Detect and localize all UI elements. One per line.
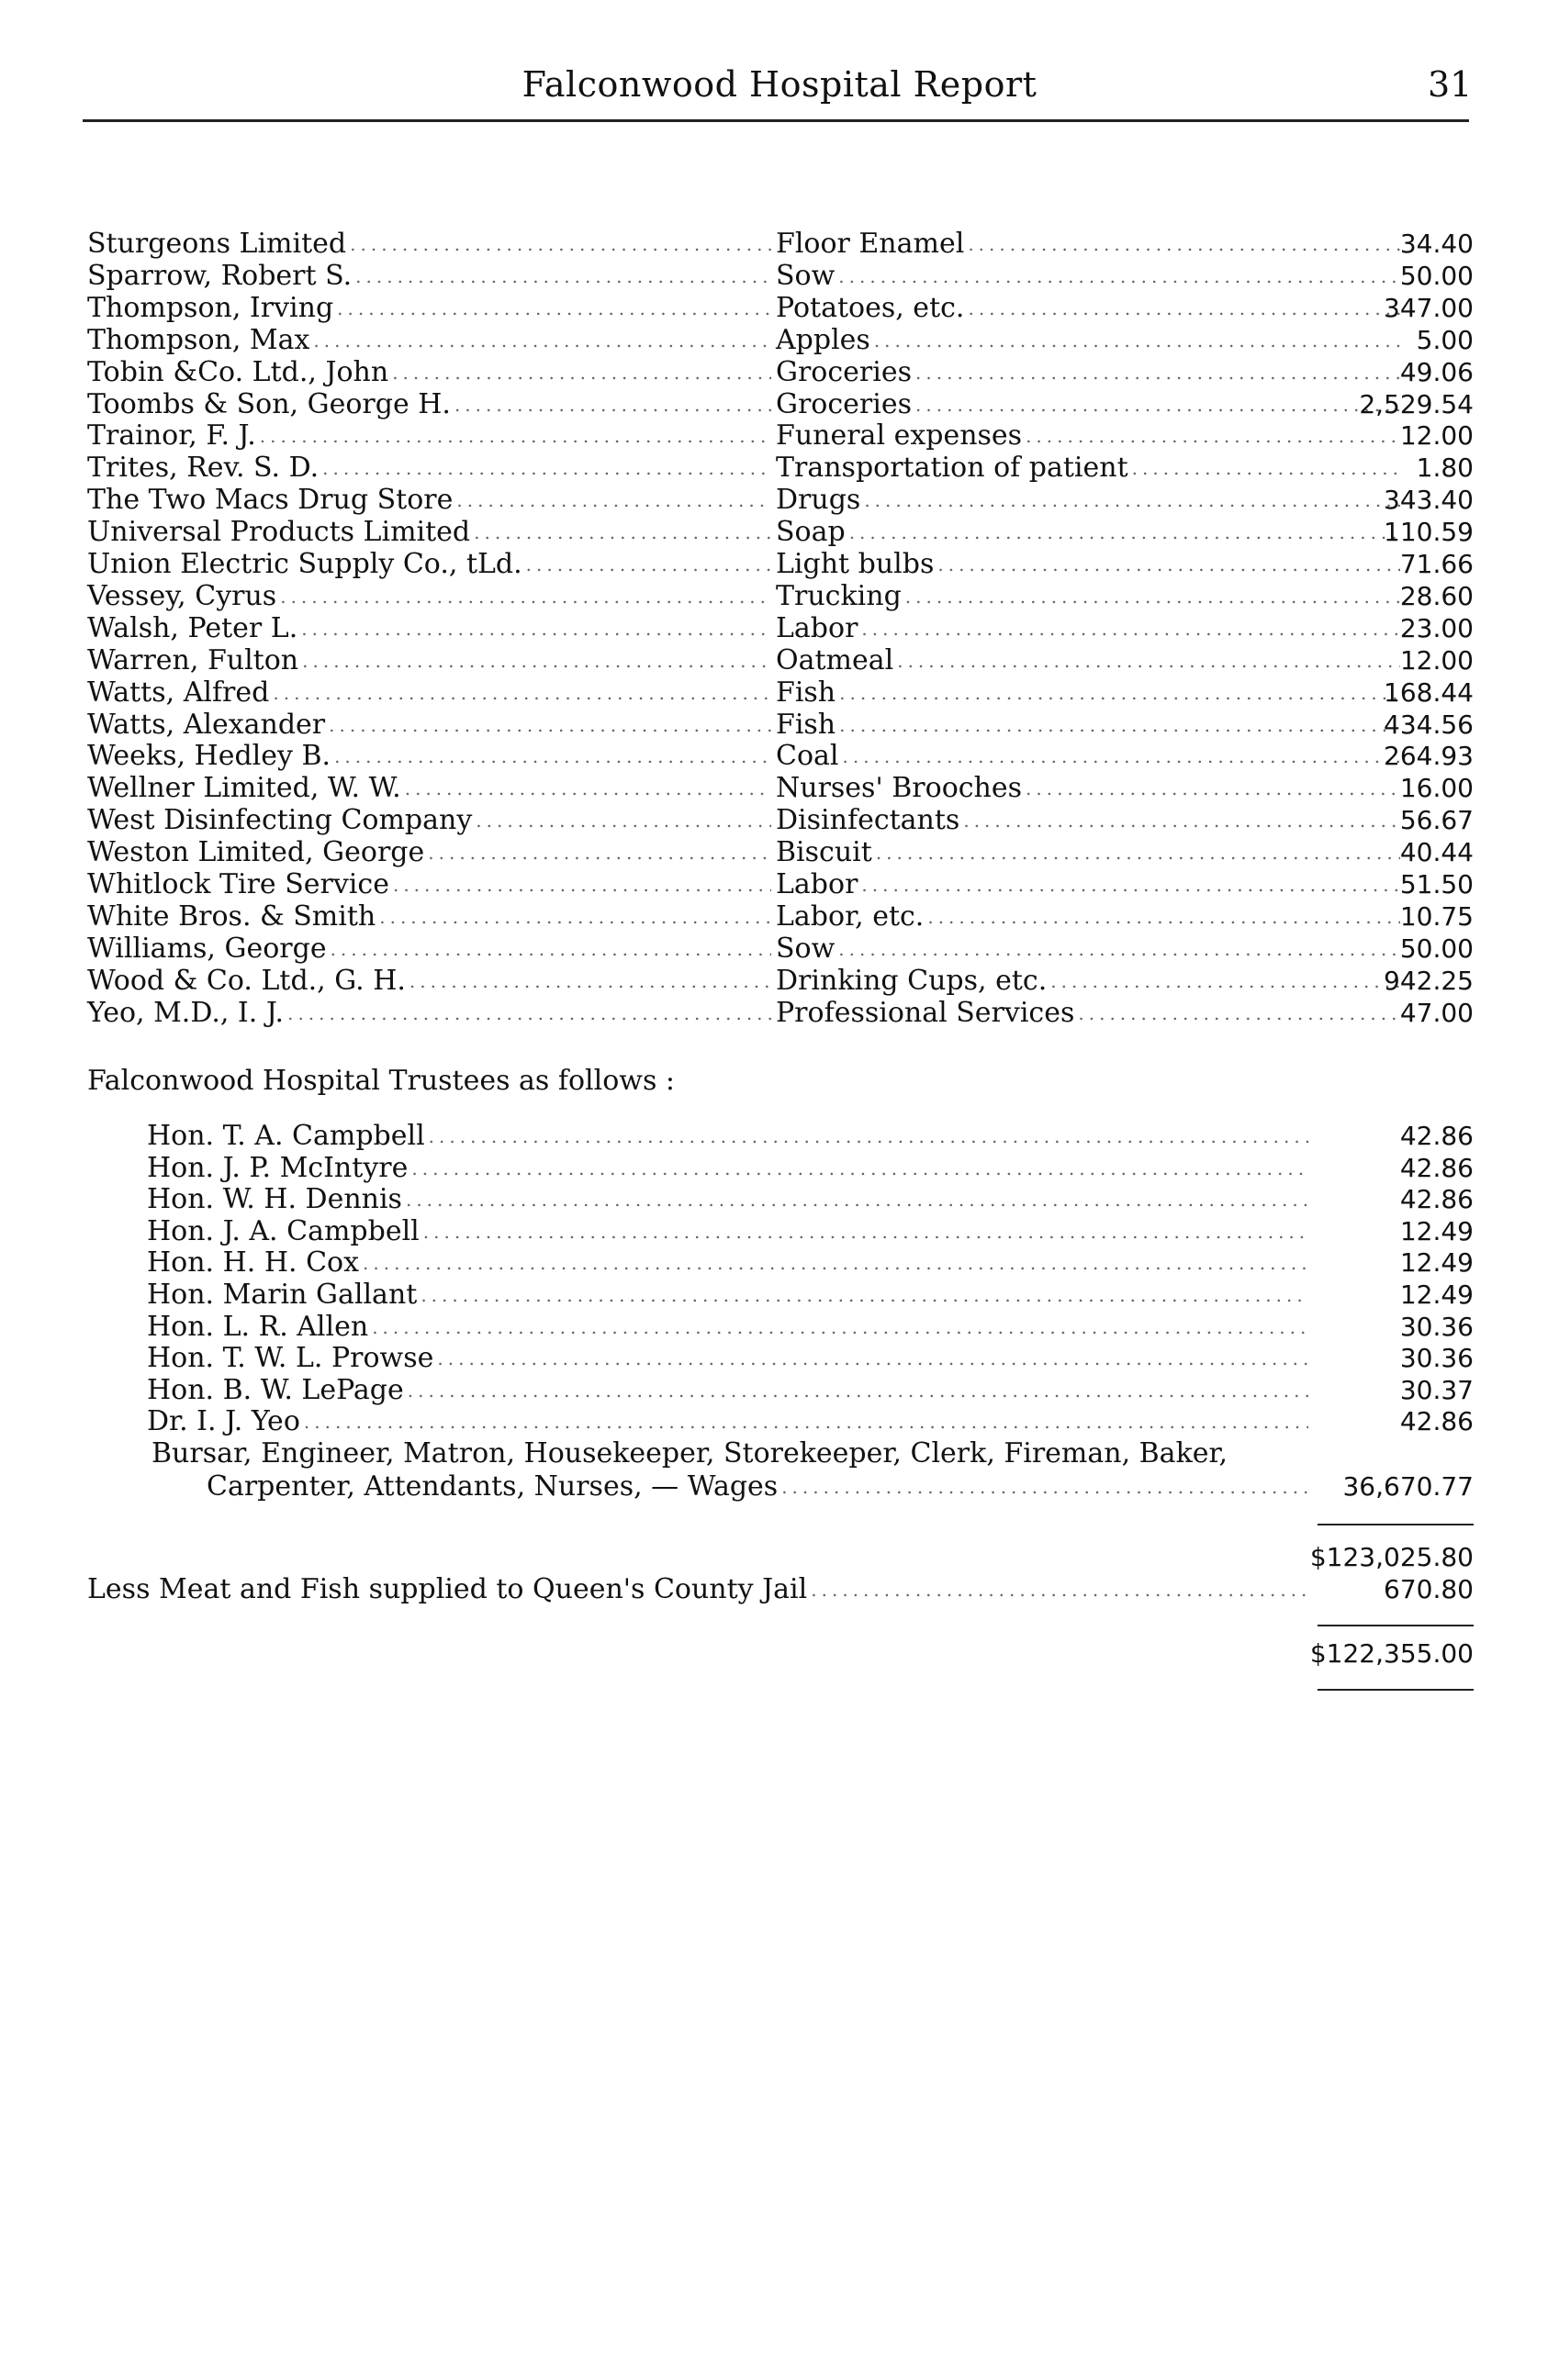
expense-item: Sow <box>776 259 836 292</box>
expense-item: Apples <box>776 323 870 356</box>
dot-leader <box>429 1120 1308 1153</box>
expense-amount: 28.60 <box>1399 580 1474 611</box>
vendor-name: Sparrow, Robert S. <box>87 259 353 292</box>
page-number: 31 <box>1428 64 1473 105</box>
dot-leader <box>408 1374 1308 1407</box>
trustee-name: Hon. B. W. LePage <box>147 1373 404 1406</box>
vendor-name: Thompson, Irving <box>87 291 334 324</box>
trustee-name: Dr. I. J. Yeo <box>147 1405 300 1438</box>
expense-amount: 56.67 <box>1399 805 1474 836</box>
dot-leader <box>526 548 771 581</box>
trustee-amount: 30.36 <box>1399 1311 1474 1342</box>
expense-row <box>87 676 1474 710</box>
trustee-row <box>147 1120 1474 1153</box>
expense-row <box>87 965 1474 998</box>
total-rule <box>1318 1625 1474 1626</box>
vendor-name: The Two Macs Drug Store <box>87 484 454 517</box>
expense-row <box>87 709 1474 742</box>
dot-leader <box>372 1311 1308 1344</box>
wages-line-1: Bursar, Engineer, Matron, Housekeeper, Storekeeper, Clerk, Fireman, Baker, <box>151 1437 1228 1469</box>
wages-row <box>207 1470 1474 1503</box>
expense-amount: 51.50 <box>1399 869 1474 899</box>
vendor-name: Toombs & Son, George H. <box>87 387 451 420</box>
dot-leader <box>411 1152 1308 1185</box>
dot-leader <box>421 1279 1308 1312</box>
expense-item: Professional Services <box>776 996 1075 1029</box>
vendor-name: Weston Limited, George <box>87 836 425 869</box>
expense-row <box>87 260 1474 293</box>
dot-leader <box>313 324 771 357</box>
trustee-row <box>147 1405 1474 1438</box>
trustee-name: Hon. H. H. Cox <box>147 1246 360 1279</box>
trustee-name: Hon. W. H. Dennis <box>147 1183 402 1216</box>
expense-row <box>87 548 1474 581</box>
dot-leader <box>428 836 771 869</box>
dot-leader <box>304 1405 1308 1438</box>
total-underline <box>1318 1689 1474 1691</box>
subtotal-amount: $123,025.80 <box>1309 1542 1474 1572</box>
vendor-name: Tobin &Co. Ltd., John <box>87 355 389 388</box>
grand-total: $122,355.00 <box>1309 1638 1474 1669</box>
expense-row <box>87 836 1474 869</box>
vendor-name: West Disinfecting Company <box>87 804 473 837</box>
dot-leader <box>423 1215 1308 1248</box>
expense-row <box>87 868 1474 901</box>
trustee-row <box>147 1374 1474 1407</box>
dot-leader <box>334 740 771 773</box>
dot-leader <box>273 676 771 710</box>
expense-row <box>87 933 1474 966</box>
expense-item: Funeral expenses <box>776 419 1023 453</box>
dot-leader <box>379 900 771 933</box>
dot-leader <box>363 1246 1308 1279</box>
expense-item: Transportation of patient <box>776 452 1128 485</box>
trustee-amount: 42.86 <box>1399 1184 1474 1215</box>
dot-leader <box>350 228 771 261</box>
expense-item: Disinfectants <box>776 804 960 837</box>
expense-amount: 10.75 <box>1399 900 1474 932</box>
wages-line-2: Carpenter, Attendants, Nurses, — Wages <box>207 1470 779 1503</box>
expense-item: Groceries <box>776 387 913 420</box>
vendor-name: Walsh, Peter L. <box>87 611 298 644</box>
trustee-amount: 42.86 <box>1399 1121 1474 1151</box>
dot-leader <box>405 772 771 805</box>
expense-item: Nurses' Brooches <box>776 772 1023 805</box>
trustee-amount: 42.86 <box>1399 1406 1474 1437</box>
dot-leader <box>406 1183 1308 1216</box>
dot-leader <box>476 804 771 837</box>
expense-row <box>87 452 1474 485</box>
dot-leader <box>456 484 771 517</box>
expense-amount: 47.00 <box>1399 997 1474 1028</box>
vendor-name: Universal Products Limited <box>87 516 471 549</box>
expense-item: Light bulbs <box>776 548 935 580</box>
dot-leader <box>781 1470 1308 1503</box>
expense-amount: 264.93 <box>1384 741 1474 772</box>
expense-item: Labor, etc. <box>776 899 925 933</box>
dot-leader <box>393 868 771 901</box>
trustee-name: Hon. L. R. Allen <box>147 1310 369 1343</box>
expense-item: Drugs <box>776 484 861 517</box>
vendor-name: Watts, Alfred <box>87 676 270 709</box>
expense-item: Labor <box>776 611 858 644</box>
expense-item: Fish <box>776 676 836 709</box>
expense-item: Sow <box>776 932 836 965</box>
dot-leader <box>454 388 771 421</box>
trustee-amount: 12.49 <box>1399 1279 1474 1310</box>
trustee-row <box>147 1152 1474 1185</box>
trustee-row <box>147 1311 1474 1344</box>
trustee-row <box>147 1183 1474 1216</box>
expense-amount: 12.00 <box>1399 644 1474 676</box>
expense-amount: 5.00 <box>1416 324 1474 355</box>
trustee-row <box>147 1279 1474 1312</box>
expense-amount: 16.00 <box>1399 773 1474 804</box>
trustee-row <box>147 1215 1474 1248</box>
vendor-name: Watts, Alexander <box>87 708 326 741</box>
expense-amount: 23.00 <box>1399 612 1474 643</box>
expense-amount: 168.44 <box>1384 676 1474 708</box>
expense-row <box>87 804 1474 837</box>
dot-leader <box>811 1573 1308 1606</box>
expense-amount: 12.00 <box>1399 420 1474 452</box>
dot-leader <box>474 516 771 549</box>
expense-row <box>87 740 1474 773</box>
dot-leader <box>355 260 771 293</box>
wages-amount: 36,670.77 <box>1342 1471 1474 1502</box>
expense-row <box>87 516 1474 549</box>
expense-amount: 1.80 <box>1416 453 1474 484</box>
trustee-amount: 12.49 <box>1399 1215 1474 1246</box>
expense-item: Groceries <box>776 355 913 388</box>
dot-leader <box>280 580 771 613</box>
expense-row <box>87 228 1474 261</box>
vendor-name: Warren, Fulton <box>87 643 299 676</box>
trustee-name: Hon. Marin Gallant <box>147 1279 418 1311</box>
vendor-name: Wood & Co. Ltd., G. H. <box>87 964 406 997</box>
dot-leader <box>302 644 771 677</box>
expense-item: Drinking Cups, etc. <box>776 964 1048 997</box>
trustee-amount: 42.86 <box>1399 1152 1474 1183</box>
header-rule <box>83 119 1469 122</box>
report-title: Falconwood Hospital Report <box>522 64 1037 105</box>
expense-item: Trucking <box>776 579 902 612</box>
expense-item: Coal <box>776 740 839 773</box>
expense-row <box>87 644 1474 677</box>
expense-row <box>87 612 1474 645</box>
trustee-name: Hon. J. A. Campbell <box>147 1214 420 1247</box>
expense-amount: 40.44 <box>1399 837 1474 868</box>
vendor-name: Wellner Limited, W. W. <box>87 772 401 805</box>
expense-amount: 942.25 <box>1384 965 1474 996</box>
dot-leader <box>301 612 771 645</box>
expense-row <box>87 419 1474 453</box>
dot-leader <box>337 292 771 325</box>
vendor-name: Weeks, Hedley B. <box>87 740 331 773</box>
expense-row <box>87 292 1474 325</box>
vendor-name: Thompson, Max <box>87 323 310 356</box>
trustee-amount: 12.49 <box>1399 1247 1474 1279</box>
trustee-row <box>147 1246 1474 1279</box>
dot-leader <box>409 965 771 998</box>
vendor-name: Union Electric Supply Co., tLd. <box>87 548 522 580</box>
expense-amount: 50.00 <box>1399 260 1474 291</box>
expense-row <box>87 772 1474 805</box>
expense-row <box>87 356 1474 389</box>
vendor-name: Vessey, Cyrus <box>87 579 277 612</box>
vendor-name: Williams, George <box>87 932 327 965</box>
expense-amount: 343.40 <box>1384 485 1474 516</box>
expense-item: Labor <box>776 868 858 900</box>
less-label: Less Meat and Fish supplied to Queen's County Jail <box>87 1573 808 1605</box>
vendor-name: Whitlock Tire Service <box>87 868 389 900</box>
vendor-name: Sturgeons Limited <box>87 228 347 260</box>
expense-item: Floor Enamel <box>776 228 965 260</box>
expense-amount: 49.06 <box>1399 356 1474 387</box>
expense-amount: 50.00 <box>1399 933 1474 964</box>
expense-row <box>87 580 1474 613</box>
vendor-name: Trites, Rev. S. D. <box>87 452 320 485</box>
expense-row <box>87 324 1474 357</box>
expense-item: Oatmeal <box>776 643 894 676</box>
trustee-row <box>147 1342 1474 1375</box>
expense-item: Fish <box>776 708 836 741</box>
trustee-name: Hon. J. P. McIntyre <box>147 1151 409 1184</box>
dot-leader <box>260 419 771 453</box>
expense-item: Soap <box>776 516 846 549</box>
expense-row <box>87 997 1474 1030</box>
trustees-label: Falconwood Hospital Trustees as follows : <box>87 1065 675 1097</box>
dot-leader <box>322 452 771 485</box>
expense-amount: 110.59 <box>1384 517 1474 548</box>
expense-row <box>87 900 1474 933</box>
dot-leader <box>287 997 771 1030</box>
dot-leader <box>437 1342 1308 1375</box>
vendor-name: White Bros. & Smith <box>87 899 376 933</box>
expense-amount: 434.56 <box>1384 709 1474 740</box>
trustee-amount: 30.36 <box>1399 1343 1474 1374</box>
subtotal-rule <box>1318 1524 1474 1525</box>
trustee-amount: 30.37 <box>1399 1374 1474 1405</box>
trustee-name: Hon. T. W. L. Prowse <box>147 1342 434 1375</box>
vendor-name: Yeo, M.D., I. J. <box>87 996 285 1029</box>
expense-amount: 71.66 <box>1399 549 1474 579</box>
dot-leader <box>331 933 771 966</box>
dot-leader <box>329 709 771 742</box>
expense-item: Potatoes, etc. <box>776 291 965 324</box>
less-amount: 670.80 <box>1384 1574 1474 1604</box>
expense-row <box>87 484 1474 517</box>
trustee-name: Hon. T. A. Campbell <box>147 1120 425 1152</box>
expense-amount: 2,529.54 <box>1359 388 1474 419</box>
expense-row <box>87 388 1474 421</box>
expense-item: Biscuit <box>776 836 872 869</box>
expense-amount: 34.40 <box>1399 229 1474 259</box>
dot-leader <box>392 356 771 389</box>
less-row <box>87 1573 1474 1606</box>
expense-amount: 347.00 <box>1384 292 1474 323</box>
vendor-name: Trainor, F. J. <box>87 419 256 453</box>
